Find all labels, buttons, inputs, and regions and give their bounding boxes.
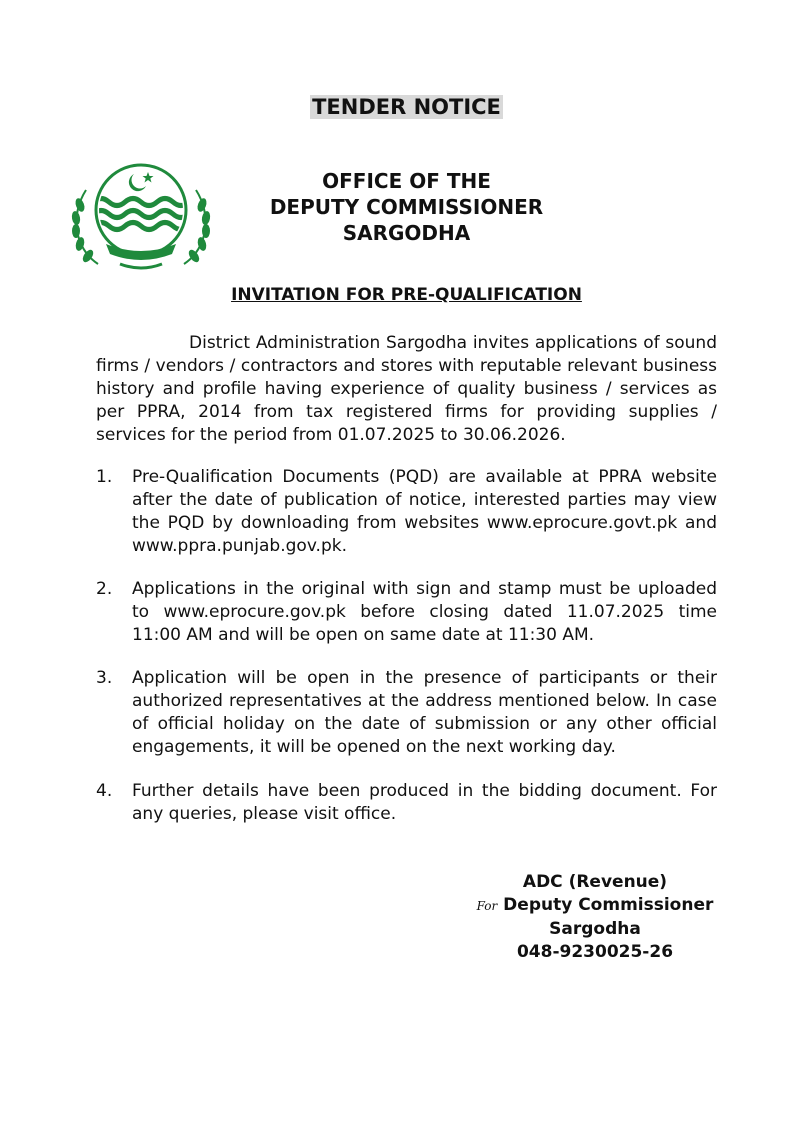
list-item-text: Application will be open in the presence of participants or their authorized representatives at the address mentioned below. In case of official holiday on the date of submission or any other official engagements, it will be opened on the next working day. — [132, 668, 717, 757]
office-line-1: OFFICE OF THE — [322, 169, 491, 193]
list-item-number: 2. — [96, 579, 113, 599]
list-item-number: 1. — [96, 467, 113, 487]
signature-city: Sargodha — [549, 919, 641, 939]
list-item — [96, 780, 717, 826]
signature-for-line — [430, 894, 760, 918]
list-item-number: 4. — [96, 781, 113, 801]
office-line-2: DEPUTY COMMISSIONER — [269, 195, 544, 219]
signature-designation: ADC (Revenue) — [522, 872, 668, 892]
section-heading: INVITATION FOR PRE-QUALIFICATION — [231, 285, 582, 305]
list-item — [96, 466, 717, 558]
list-item-number: 3. — [96, 668, 113, 688]
signature-office: Deputy Commissioner — [503, 895, 714, 915]
signature-for-prefix: For — [476, 899, 498, 913]
list-item-text: Further details have been produced in the bidding document. For any queries, please visit office. — [132, 781, 717, 824]
list-item — [96, 578, 717, 647]
list-item-text: Pre-Qualification Documents (PQD) are available at PPRA website after the date of publication of notice, interested parties may view the PQD by downloading from websites www.eprocure.govt.pk and www.ppra.punjab.gov.pk. — [132, 467, 717, 556]
notice-title-text: TENDER NOTICE — [312, 95, 501, 119]
signature-block — [430, 871, 760, 964]
office-header — [0, 168, 794, 246]
signature-phone: 048-9230025-26 — [516, 942, 674, 962]
intro-paragraph — [96, 332, 717, 447]
notice-title — [0, 95, 794, 119]
list-item-text: Applications in the original with sign and stamp must be uploaded to www.eprocure.gov.pk before closing dated 11.07.2025 time 11:00 AM and will be open on same date at 11:30 AM. — [132, 579, 717, 645]
intro-text: District Administration Sargodha invites applications of sound firms / vendors / contractors and stores with reputable relevant business history and profile having experience of quality business / services as per PPRA, 2014 from tax registered firms for providing supplies / services for the period from 01.07.2025 to 30.06.2026. — [96, 333, 717, 445]
list-item — [96, 667, 717, 759]
office-line-3: SARGODHA — [342, 221, 471, 245]
